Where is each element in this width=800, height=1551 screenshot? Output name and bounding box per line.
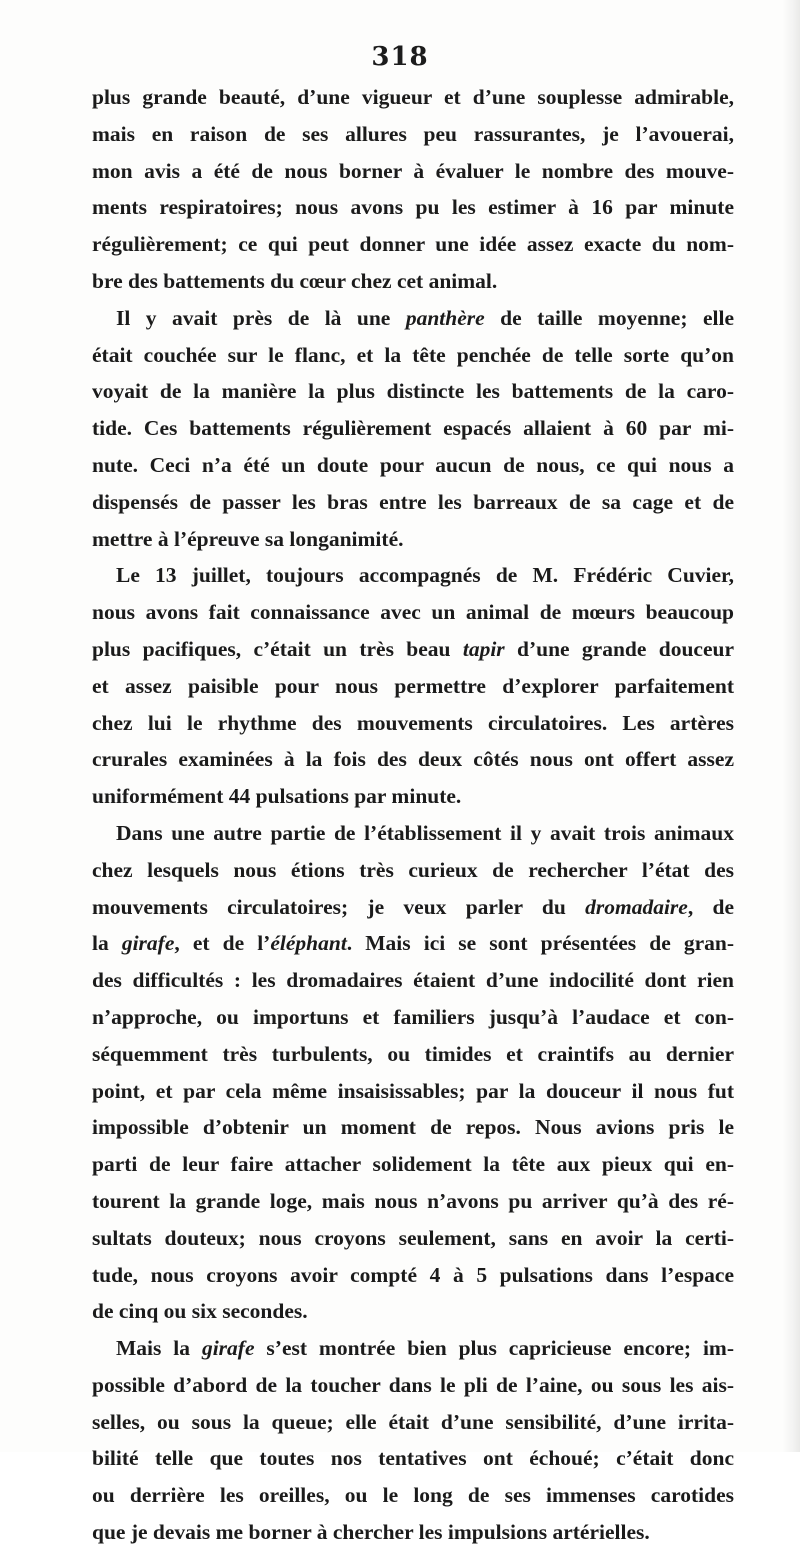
text-line: mettre à l’épreuve sa longanimité.: [92, 526, 404, 551]
text-line: sultats douteux; nous croyons seulement, sans en avoir la certi-: [92, 1225, 734, 1250]
text-line: Mais la girafe s’est montrée bien plus capricieuse encore; im-: [116, 1336, 734, 1361]
text-line: ments respiratoires; nous avons pu les estimer à 16 par minute: [92, 195, 734, 220]
body-text: [92, 79, 734, 1551]
text-line: que je devais me borner à chercher les impulsions artérielles.: [92, 1520, 650, 1545]
text-line: nous avons fait connaissance avec un animal de mœurs beaucoup: [92, 600, 734, 625]
text-line: plus pacifiques, c’était un très beau tapir d’une grande douceur: [92, 636, 734, 661]
italic-term: girafe: [121, 931, 175, 956]
text-line: mouvements circulatoires; je veux parler du dromadaire, de: [92, 894, 734, 919]
text-line: dispensés de passer les bras entre les barreaux de sa cage et de: [92, 489, 734, 514]
text-line: tourent la grande loge, mais nous n’avons pu arriver qu’à des ré-: [92, 1188, 734, 1213]
text-line: point, et par cela même insaisissables; par la douceur il nous fut: [92, 1078, 734, 1103]
page-number: 318: [371, 42, 429, 72]
text-line: mais en raison de ses allures peu rassurantes, je l’avouerai,: [92, 121, 734, 146]
text-line: séquemment très turbulents, ou timides et craintifs au dernier: [92, 1041, 734, 1066]
text-line: nute. Ceci n’a été un doute pour aucun de nous, ce qui nous a: [92, 452, 734, 477]
text-line: parti de leur faire attacher solidement la tête aux pieux qui en-: [92, 1152, 734, 1177]
text-line: tide. Ces battements régulièrement espacés allaient à 60 par mi-: [92, 416, 734, 441]
italic-term: dromadaire: [585, 894, 688, 919]
text-line: des difficultés : les dromadaires étaient d’une indocilité dont rien: [92, 968, 734, 993]
text-line: plus grande beauté, d’une vigueur et d’une souplesse admirable,: [92, 85, 734, 109]
text-line: régulièrement; ce qui peut donner une idée assez exacte du nom-: [92, 232, 734, 257]
text-line: chez lesquels nous étions très curieux de rechercher l’état des: [92, 857, 734, 882]
text-line: crurales examinées à la fois des deux côtés nous ont offert assez: [92, 747, 734, 772]
text-line: Dans une autre partie de l’établissement il y avait trois animaux: [116, 820, 734, 845]
italic-term: panthère: [405, 305, 485, 330]
text-line: tude, nous croyons avoir compté 4 à 5 pulsations dans l’espace: [92, 1262, 734, 1287]
page-edge-shadow: [782, 0, 800, 1452]
text-line: selles, ou sous la queue; elle était d’une sensibilité, d’une irrita-: [92, 1409, 734, 1434]
text-line: uniformément 44 pulsations par minute.: [92, 784, 462, 809]
text-line: Il y avait près de là une panthère de taille moyenne; elle: [116, 305, 734, 330]
text-line: de cinq ou six secondes.: [92, 1299, 308, 1324]
italic-term: éléphant: [270, 931, 347, 956]
text-line: bre des battements du cœur chez cet animal.: [92, 268, 498, 293]
text-line: et assez paisible pour nous permettre d’explorer parfaitement: [92, 673, 734, 698]
text-line: possible d’abord de la toucher dans le pli de l’aine, ou sous les ais-: [92, 1372, 734, 1397]
text-line: bilité telle que toutes nos tentatives ont échoué; c’était donc: [92, 1446, 734, 1471]
text-line: la girafe, et de l’éléphant. Mais ici se sont présentées de gran-: [92, 931, 734, 956]
text-line: Le 13 juillet, toujours accompagnés de M. Frédéric Cuvier,: [116, 563, 734, 588]
italic-term: girafe: [201, 1336, 255, 1361]
text-line: impossible d’obtenir un moment de repos. Nous avions pris le: [92, 1115, 734, 1140]
text-line: chez lui le rhythme des mouvements circulatoires. Les artères: [92, 710, 734, 735]
text-line: mon avis a été de nous borner à évaluer le nombre des mouve-: [92, 158, 734, 183]
text-line: ou derrière les oreilles, ou le long de ses immenses carotides: [92, 1483, 734, 1508]
text-line: n’approche, ou importuns et familiers jusqu’à l’audace et con-: [92, 1004, 734, 1029]
text-line: était couchée sur le flanc, et la tête penchée de telle sorte qu’on: [92, 342, 734, 367]
italic-term: tapir: [462, 636, 505, 661]
text-line: voyait de la manière la plus distincte les battements de la caro-: [92, 379, 734, 404]
